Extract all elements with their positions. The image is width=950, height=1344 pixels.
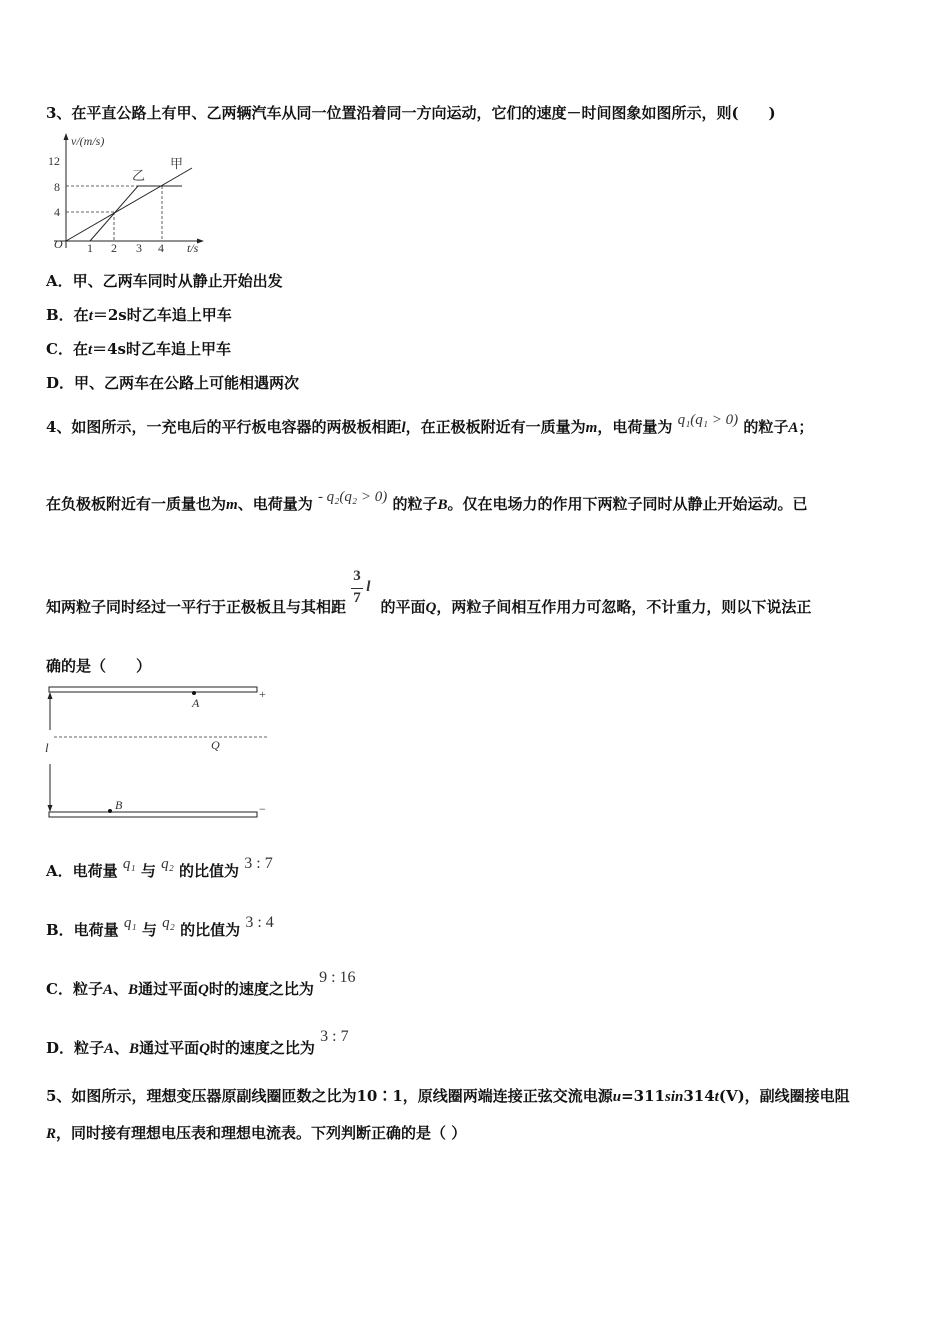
q3-vt-graph [44, 130, 214, 260]
q4-option-d-sep: 、 [114, 1039, 130, 1057]
q5-l1-var-t: t [714, 1089, 719, 1105]
graph-line-yi [90, 186, 182, 241]
q4-l3-c: ，两粒子间相互作用力可忽略，不计重力，则以下说法正 [436, 598, 812, 616]
q4-l1-a: 4、如图所示，一充电后的平行板电容器的两极板相距 [46, 418, 402, 436]
q4-l4-text: 确的是（ ） [46, 657, 152, 675]
q4-option-c-post: 时的速度之比为 [208, 980, 314, 998]
graph-xtick-1: 1 [87, 241, 93, 255]
q4-l1-var-m: m [585, 420, 598, 436]
q4-option-b-pre: B．电荷量 [46, 921, 119, 939]
graph-y-label: v/(m/s) [71, 134, 105, 148]
q4-l3-a: 知两粒子同时经过一平行于正极板且与其相距 [46, 598, 347, 616]
q4-l1-d: 的粒子 [743, 418, 789, 436]
graph-xtick-2: 2 [111, 241, 117, 255]
q3-option-b-post: ＝2s时乙车追上甲车 [92, 306, 232, 324]
graph-ytick-8: 8 [54, 180, 60, 194]
graph-line-jia [66, 168, 192, 241]
distance-label-l: l [45, 740, 49, 755]
q3-stem [46, 102, 776, 123]
q4-l1-b: ，在正极板附近有一质量为 [405, 418, 586, 436]
q4-option-d-ratio: 3 : 7 [320, 1028, 349, 1045]
graph-xtick-3: 3 [136, 241, 142, 255]
q5-l1-var-sin: sin [665, 1089, 684, 1105]
q4-line-4 [46, 655, 151, 676]
q4-option-c [46, 969, 356, 999]
q5-l2-a: ，同时接有理想电压表和理想电流表。下列判断正确的是（ ） [56, 1124, 467, 1142]
q4-option-a-q1: q₁ [122, 856, 136, 872]
graph-origin: O [54, 237, 63, 251]
q4-option-c-pre: C．粒子 [46, 980, 103, 998]
q4-l2-math-q2: - q₂(q₂ > 0) [317, 489, 388, 505]
q5-l1-b: =311 [621, 1087, 665, 1105]
q4-l3-frac-den: 7 [353, 590, 361, 606]
graph-ytick-4: 4 [54, 205, 60, 219]
q4-l3-frac-bar [351, 588, 363, 589]
minus-sign: − [259, 802, 266, 816]
q4-line-1 [46, 412, 814, 437]
q4-option-b-mid: 与 [141, 921, 157, 939]
q4-l3-b: 的平面 [380, 598, 426, 616]
distance-arrowhead-down [48, 805, 53, 812]
q3-option-c-pre: C．在 [46, 340, 88, 358]
q4-option-d-mid: 通过平面 [139, 1039, 200, 1057]
q4-l2-b: 、电荷量为 [237, 495, 313, 513]
q4-option-d-var3: Q [199, 1041, 210, 1057]
q5-line-2 [46, 1122, 466, 1143]
particle-a-dot [192, 691, 196, 695]
graph-label-yi: 乙 [132, 168, 146, 183]
q4-option-b-q2: q₂ [162, 915, 175, 931]
q4-option-a-post: 的比值为 [179, 862, 240, 880]
q4-l2-var-m: m [226, 497, 238, 513]
q4-l1-var-l: l [401, 420, 406, 436]
q4-l2-a: 在负极板附近有一质量也为 [46, 495, 227, 513]
q4-option-b-q1: q₁ [123, 915, 137, 931]
q5-l1-a: 5、如图所示，理想变压器原副线圈匝数之比为10∶1，原线圈两端连接正弦交流电源 [46, 1087, 613, 1105]
q5-l1-c: 314 [683, 1087, 715, 1105]
particle-a-label: A [192, 696, 200, 710]
q4-l3-frac-var: l [366, 579, 371, 595]
q5-l1-var-u: u [612, 1089, 622, 1105]
q4-option-c-sep: 、 [112, 980, 128, 998]
q4-option-a-q2: q₂ [161, 856, 174, 872]
q4-option-c-var1: A [102, 982, 113, 998]
particle-b-label: B [115, 798, 123, 812]
q3-option-b [46, 304, 232, 325]
q3-option-d [46, 372, 299, 393]
q4-line-2 [46, 489, 808, 514]
distance-arrowhead-up [48, 692, 53, 699]
graph-label-jia: 甲 [170, 156, 184, 171]
q4-option-b [46, 914, 274, 940]
q4-option-a-pre: A．电荷量 [46, 862, 118, 880]
q3-option-c-post: ＝4s时乙车追上甲车 [92, 340, 232, 358]
q3-option-c-var: t [87, 342, 93, 358]
q4-option-d-var2: B [129, 1041, 140, 1057]
q4-option-d-post: 时的速度之比为 [209, 1039, 315, 1057]
q3-option-a [46, 270, 283, 291]
q4-l2-var-b: B [437, 497, 448, 513]
q4-option-c-mid: 通过平面 [138, 980, 199, 998]
q4-option-d-pre: D．粒子 [46, 1039, 105, 1057]
q4-l1-e: ； [798, 418, 814, 436]
q3-option-b-var: t [88, 308, 93, 324]
q3-option-a-text: A．甲、乙两车同时从静止开始出发 [46, 272, 283, 290]
positive-plate [49, 687, 257, 692]
q4-l3-fraction [351, 568, 375, 612]
q4-l1-var-a: A [788, 420, 799, 436]
q3-option-d-text: D．甲、乙两车在公路上可能相遇两次 [46, 374, 300, 392]
q5-l1-d: (V)，副线圈接电阻 [718, 1087, 850, 1105]
q4-option-a-mid: 与 [140, 862, 156, 880]
q3-option-b-pre: B．在 [46, 306, 89, 324]
q4-l1-c: ，电荷量为 [597, 418, 673, 436]
q5-line-1 [46, 1085, 850, 1106]
q4-option-c-var2: B [127, 982, 138, 998]
plane-q-label: Q [211, 738, 220, 752]
graph-ytick-12: 12 [48, 154, 60, 168]
q4-l2-c: 的粒子 [392, 495, 438, 513]
q4-l3-var-q: Q [425, 600, 437, 616]
q5-l2-var-r: R [46, 1126, 57, 1142]
q4-l2-d: 。仅在电场力的作用下两粒子同时从静止开始运动。已 [447, 495, 808, 513]
q4-option-c-var3: Q [198, 982, 209, 998]
q4-option-a [46, 855, 273, 881]
q4-option-b-ratio: 3 : 4 [245, 914, 274, 931]
q4-l1-math-q1: q₁(q₁ > 0) [677, 412, 739, 428]
q4-line-3 [46, 568, 812, 617]
graph-xtick-4: 4 [158, 241, 164, 255]
q4-option-d-var1: A [104, 1041, 115, 1057]
q4-option-c-ratio: 9 : 16 [319, 969, 356, 986]
plus-sign: + [259, 687, 266, 701]
q4-option-a-ratio: 3 : 7 [244, 855, 273, 872]
particle-b-dot [108, 809, 112, 813]
q3-option-c [46, 338, 231, 359]
q4-option-b-post: 的比值为 [180, 921, 241, 939]
graph-x-label: t/s [187, 241, 199, 255]
q3-stem-text: 3、在平直公路上有甲、乙两辆汽车从同一位置沿着同一方向运动，它们的速度－时间图象如图所示，则( ) [46, 104, 776, 122]
q4-option-d [46, 1028, 349, 1058]
negative-plate [49, 812, 257, 817]
graph-y-arrow [64, 133, 69, 140]
q4-capacitor-diagram [40, 682, 280, 822]
q4-l3-frac-num: 3 [353, 568, 361, 584]
